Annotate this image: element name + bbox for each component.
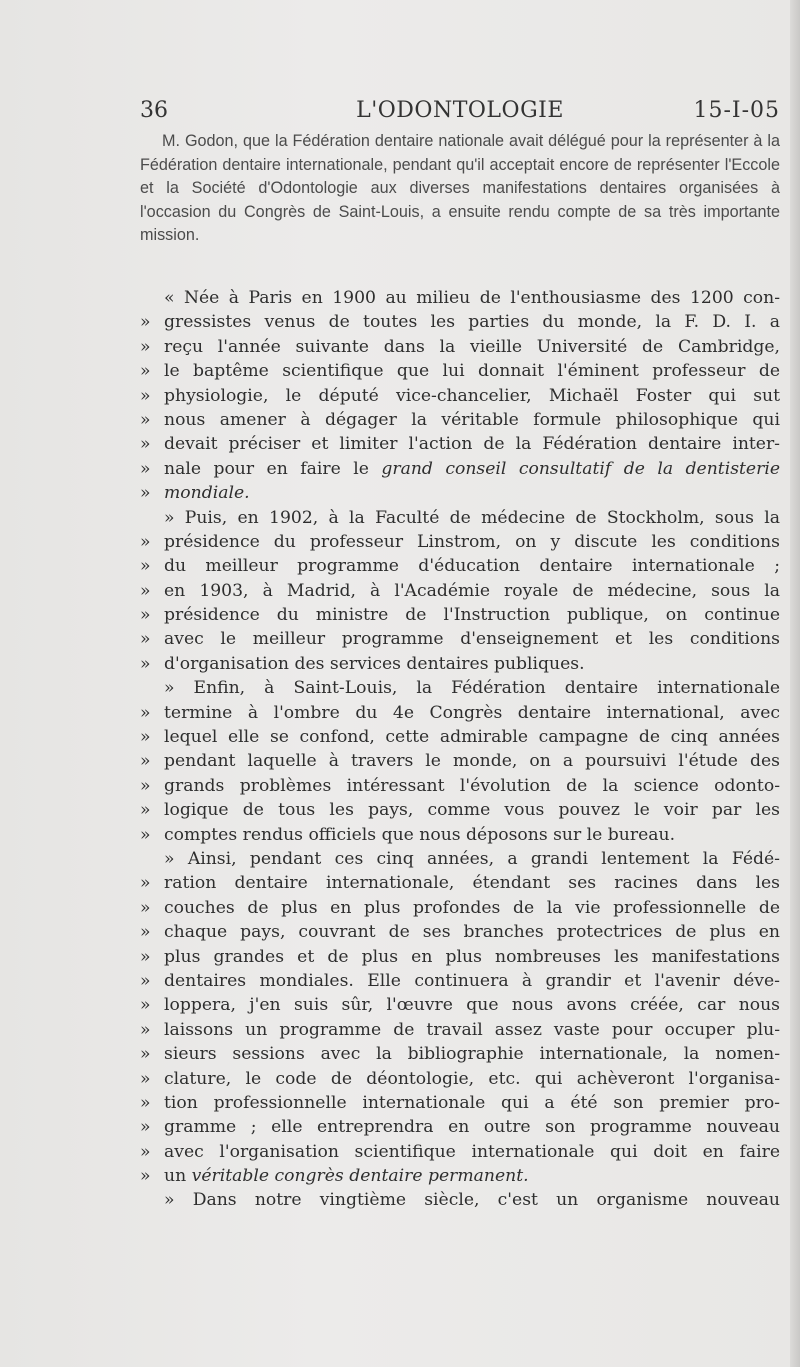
guillemet-marker bbox=[140, 506, 164, 530]
line-roman-text: » Dans notre vingtième siècle, c'est un organisme nouveau bbox=[164, 1190, 780, 1211]
line-text bbox=[164, 603, 780, 627]
text-line bbox=[140, 652, 780, 676]
line-roman-text: chaque pays, couvrant de ses branches protectrices de plus en bbox=[164, 922, 780, 943]
line-text bbox=[164, 384, 780, 408]
line-text bbox=[164, 506, 780, 530]
line-text bbox=[164, 920, 780, 944]
line-roman-text: avec le meilleur programme d'enseignement et les conditions bbox=[164, 629, 780, 650]
line-text bbox=[164, 335, 780, 359]
line-text bbox=[164, 1164, 780, 1188]
line-text bbox=[164, 1042, 780, 1066]
line-roman-text: ration dentaire internationale, étendant ses racines dans les bbox=[164, 873, 780, 894]
line-text bbox=[164, 1067, 780, 1091]
text-line bbox=[140, 286, 780, 310]
line-text bbox=[164, 310, 780, 334]
line-italic-text: mondiale. bbox=[164, 483, 250, 504]
line-roman-text: » Puis, en 1902, à la Faculté de médecine de Stockholm, sous la bbox=[164, 507, 780, 528]
line-roman-text: avec l'organisation scientifique internationale qui doit en faire bbox=[164, 1141, 780, 1162]
running-header bbox=[140, 98, 780, 128]
line-text bbox=[164, 359, 780, 383]
line-roman-text: gressistes venus de toutes les parties du monde, la F. D. I. a bbox=[164, 312, 780, 333]
line-text bbox=[164, 871, 780, 895]
line-roman-text: physiologie, le député vice-chancelier, Michaël Foster qui sut bbox=[164, 385, 780, 406]
guillemet-marker: » bbox=[140, 727, 151, 748]
guillemet-marker: » bbox=[140, 1019, 151, 1040]
line-text bbox=[164, 530, 780, 554]
guillemet-marker: » bbox=[140, 897, 151, 918]
text-line bbox=[140, 481, 780, 505]
guillemet-marker: » bbox=[140, 922, 151, 943]
text-line bbox=[140, 847, 780, 871]
text-line bbox=[140, 1115, 780, 1139]
line-roman-text: le baptême scientifique que lui donnait l'éminent professeur de bbox=[164, 361, 780, 382]
line-text bbox=[164, 945, 780, 969]
line-text bbox=[164, 823, 780, 847]
line-text bbox=[164, 896, 780, 920]
line-roman-text: couches de plus en plus profondes de la vie professionnelle de bbox=[164, 897, 780, 918]
guillemet-marker bbox=[140, 676, 164, 700]
line-italic-text: véritable congrès dentaire permanent. bbox=[191, 1166, 529, 1187]
line-text bbox=[164, 457, 780, 481]
guillemet-marker: » bbox=[140, 1141, 151, 1162]
line-roman-text: tion professionnelle internationale qui a été son premier pro- bbox=[164, 1092, 780, 1113]
guillemet-marker: » bbox=[140, 556, 151, 577]
line-text bbox=[164, 749, 780, 773]
line-text bbox=[164, 554, 780, 578]
line-text bbox=[164, 725, 780, 749]
line-roman-text: gramme ; elle entreprendra en outre son programme nouveau bbox=[164, 1117, 780, 1138]
guillemet-marker: » bbox=[140, 970, 151, 991]
line-text bbox=[164, 408, 780, 432]
guillemet-marker: » bbox=[140, 1117, 151, 1138]
line-text bbox=[164, 286, 780, 310]
guillemet-marker: » bbox=[140, 751, 151, 772]
guillemet-marker: » bbox=[140, 946, 151, 967]
line-roman-text: nous amener à dégager la véritable formule philosophique qui bbox=[164, 409, 780, 430]
text-line bbox=[140, 457, 780, 481]
text-line bbox=[140, 384, 780, 408]
line-text bbox=[164, 627, 780, 651]
line-text bbox=[164, 774, 780, 798]
text-line bbox=[140, 1140, 780, 1164]
text-line bbox=[140, 701, 780, 725]
text-line bbox=[140, 871, 780, 895]
guillemet-marker: » bbox=[140, 629, 151, 650]
line-roman-text: dentaires mondiales. Elle continuera à grandir et l'avenir déve- bbox=[164, 970, 780, 991]
text-line bbox=[140, 432, 780, 456]
text-line bbox=[140, 1067, 780, 1091]
text-line bbox=[140, 676, 780, 700]
line-roman-text: laissons un programme de travail assez vaste pour occuper plu- bbox=[164, 1019, 780, 1040]
intro-text: M. Godon, que la Fédération dentaire nationale avait délégué pour la représenter à la Fédération dentaire internationale, pendant qu'il acceptait encore de représenter l'Eccole et la Société d'Odontologie aux diverses manifestations dentaires organisées à l'occasion du Congrès de Saint-Louis, a ensuite rendu compte de sa très importante mission. bbox=[140, 132, 780, 244]
guillemet-marker: » bbox=[140, 312, 151, 333]
page-number: 36 bbox=[140, 98, 168, 123]
text-line bbox=[140, 920, 780, 944]
line-roman-text: » Enfin, à Saint-Louis, la Fédération dentaire internationale bbox=[164, 678, 780, 699]
text-line bbox=[140, 945, 780, 969]
text-line bbox=[140, 627, 780, 651]
text-line bbox=[140, 1018, 780, 1042]
line-roman-text: lequel elle se confond, cette admirable campagne de cinq années bbox=[164, 727, 780, 748]
line-roman-text: grands problèmes intéressant l'évolution de la science odonto- bbox=[164, 775, 780, 796]
line-roman-text: du meilleur programme d'éducation dentaire internationale ; bbox=[164, 556, 780, 577]
guillemet-marker: » bbox=[140, 409, 151, 430]
guillemet-marker: » bbox=[140, 361, 151, 382]
guillemet-marker: » bbox=[140, 458, 151, 479]
line-roman-text: un bbox=[164, 1166, 192, 1187]
text-line bbox=[140, 1042, 780, 1066]
text-line bbox=[140, 1188, 780, 1212]
guillemet-marker: » bbox=[140, 434, 151, 455]
line-roman-text: « Née à Paris en 1900 au milieu de l'enthousiasme des 1200 con- bbox=[164, 288, 780, 308]
text-line bbox=[140, 725, 780, 749]
page-edge-shadow bbox=[790, 0, 800, 1367]
text-line bbox=[140, 335, 780, 359]
guillemet-marker: » bbox=[140, 800, 151, 821]
line-roman-text: » Ainsi, pendant ces cinq années, a grandi lentement la Fédé- bbox=[164, 848, 780, 869]
guillemet-marker: » bbox=[140, 995, 151, 1016]
guillemet-marker: » bbox=[140, 653, 151, 674]
text-line bbox=[140, 506, 780, 530]
text-line bbox=[140, 1164, 780, 1188]
issue-date: 15-I-05 bbox=[693, 98, 780, 123]
guillemet-marker: » bbox=[140, 336, 151, 357]
guillemet-marker: » bbox=[140, 605, 151, 626]
text-line bbox=[140, 603, 780, 627]
text-line bbox=[140, 408, 780, 432]
text-line bbox=[140, 969, 780, 993]
guillemet-marker: » bbox=[140, 1166, 151, 1187]
text-line bbox=[140, 310, 780, 334]
line-text bbox=[164, 481, 780, 505]
guillemet-marker: » bbox=[140, 824, 151, 845]
line-roman-text: en 1903, à Madrid, à l'Académie royale de médecine, sous la bbox=[164, 580, 780, 601]
line-roman-text: présidence du professeur Linstrom, on y discute les conditions bbox=[164, 531, 780, 552]
intro-paragraph bbox=[140, 130, 780, 248]
line-text bbox=[164, 798, 780, 822]
guillemet-marker: » bbox=[140, 385, 151, 406]
line-text bbox=[164, 432, 780, 456]
line-roman-text: reçu l'année suivante dans la vieille Université de Cambridge, bbox=[164, 336, 780, 357]
line-roman-text: clature, le code de déontologie, etc. qui achèveront l'organisa- bbox=[164, 1068, 780, 1089]
line-roman-text: comptes rendus officiels que nous déposons sur le bureau. bbox=[164, 824, 676, 845]
guillemet-marker: » bbox=[140, 531, 151, 552]
text-line bbox=[140, 579, 780, 603]
guillemet-marker: » bbox=[140, 1068, 151, 1089]
guillemet-marker bbox=[140, 847, 164, 871]
guillemet-marker: » bbox=[140, 1044, 151, 1065]
line-text bbox=[164, 1140, 780, 1164]
line-text bbox=[164, 1188, 780, 1212]
line-roman-text: d'organisation des services dentaires publiques. bbox=[164, 653, 585, 674]
line-text bbox=[164, 1091, 780, 1115]
text-line bbox=[140, 359, 780, 383]
line-roman-text: plus grandes et de plus en plus nombreuses les manifestations bbox=[164, 946, 780, 967]
line-text bbox=[164, 652, 780, 676]
line-text bbox=[164, 969, 780, 993]
line-roman-text: sieurs sessions avec la bibliographie internationale, la nomen- bbox=[164, 1044, 780, 1065]
line-roman-text: logique de tous les pays, comme vous pouvez le voir par les bbox=[164, 800, 780, 821]
guillemet-marker: » bbox=[140, 873, 151, 894]
line-roman-text: présidence du ministre de l'Instruction publique, on continue bbox=[164, 605, 780, 626]
text-line bbox=[140, 823, 780, 847]
text-line bbox=[140, 749, 780, 773]
running-title: L'ODONTOLOGIE bbox=[356, 98, 564, 123]
text-line bbox=[140, 896, 780, 920]
line-roman-text: termine à l'ombre du 4e Congrès dentaire international, avec bbox=[164, 702, 780, 723]
text-line bbox=[140, 554, 780, 578]
text-line bbox=[140, 993, 780, 1017]
line-roman-text: devait préciser et limiter l'action de la Fédération dentaire inter- bbox=[164, 434, 780, 455]
text-line bbox=[140, 798, 780, 822]
text-line bbox=[140, 1091, 780, 1115]
guillemet-marker: » bbox=[140, 702, 151, 723]
line-text bbox=[164, 579, 780, 603]
line-text bbox=[164, 993, 780, 1017]
line-text bbox=[164, 847, 780, 871]
guillemet-marker: » bbox=[140, 1092, 151, 1113]
guillemet-marker bbox=[140, 1188, 164, 1212]
line-text bbox=[164, 701, 780, 725]
line-text bbox=[164, 1115, 780, 1139]
guillemet-marker: » bbox=[140, 775, 151, 796]
quoted-speech bbox=[140, 286, 780, 1213]
guillemet-marker: » bbox=[140, 483, 151, 504]
guillemet-marker bbox=[140, 286, 164, 310]
guillemet-marker: » bbox=[140, 580, 151, 601]
line-text bbox=[164, 676, 780, 700]
line-roman-text: nale pour en faire le bbox=[164, 458, 382, 479]
line-italic-text: grand conseil consultatif de la dentisterie bbox=[381, 458, 780, 479]
line-text bbox=[164, 1018, 780, 1042]
line-roman-text: pendant laquelle à travers le monde, on a poursuivi l'étude des bbox=[164, 751, 780, 772]
text-line bbox=[140, 530, 780, 554]
text-line bbox=[140, 774, 780, 798]
line-roman-text: loppera, j'en suis sûr, l'œuvre que nous avons créée, car nous bbox=[164, 995, 780, 1016]
